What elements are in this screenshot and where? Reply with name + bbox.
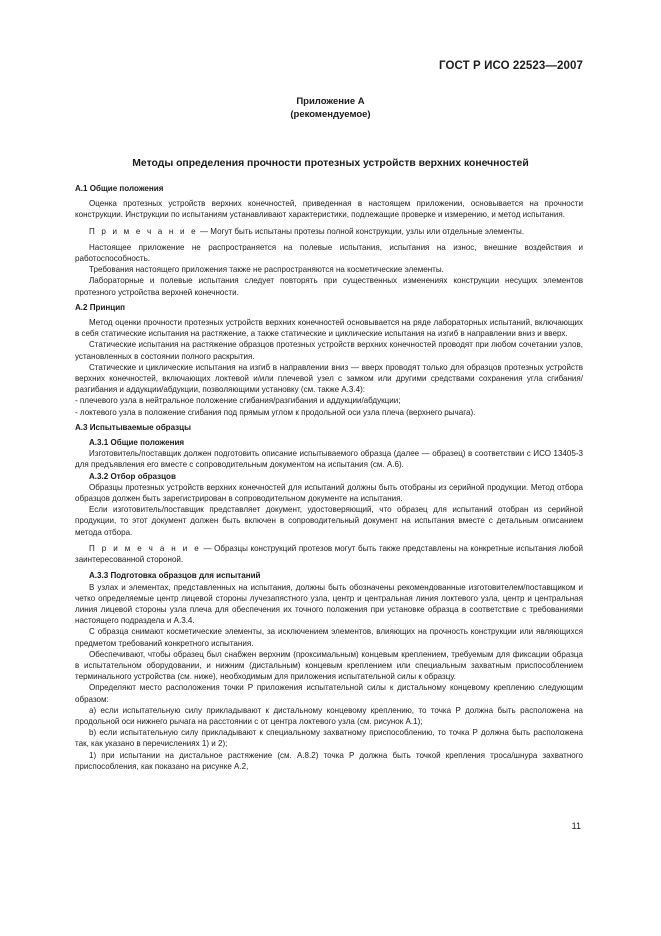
- list-item: - плечевого узла в нейтральное положение сгибания/разгибания и аддукции/абдукции;: [75, 396, 401, 406]
- paragraph: Требования настоящего приложения также не распространяются на косметические элементы.: [89, 265, 444, 275]
- list-item: b) если испытательную силу прикладывают к специальному захватному приспособлению, то точка P должна быть расположена так, как указано в перечислениях 1) и 2);: [75, 728, 583, 749]
- note: [75, 226, 583, 237]
- document-title: Методы определения прочности протезных устройств верхних конечностей: [132, 158, 529, 169]
- paragraph: Оценка протезных устройств верхних конечностей, приведенная в настоящем приложении, основывается на прочности конструкции. Инструкции по испытаниям устанавливают характеристики, подлежащие проверке и измерению, и метод испытания.: [75, 199, 583, 220]
- subsection-heading-a32: А.3.2 Отбор образцов: [89, 471, 176, 481]
- paragraph: Определяют место расположения точки P приложения испытательной силы к дистальному концевому креплению следующим образом:: [75, 683, 583, 704]
- paragraph: С образца снимают косметические элементы, за исключением элементов, влияющих на прочность конструкции или являющихся предметом требований конкретного испытания.: [75, 627, 583, 648]
- section-heading-a3: А.3 Испытываемые образцы: [75, 422, 191, 432]
- paragraph: Если изготовитель/поставщик представляет документ, удостоверяющий, что образец для испытаний отобран из серийной продукции, то этот документ должен быть включен в сопроводительный документ на испытания вместе с детальным описанием метода отбора.: [75, 505, 583, 537]
- standard-number: ГОСТ Р ИСО 22523—2007: [438, 60, 583, 72]
- note: [75, 543, 583, 565]
- paragraph: Образцы протезных устройств верхних конечностей для испытаний должны быть отобраны из серийной продукции. Метод отбора образцов должен быть зарегистрирован в сопроводительном документе на испытания.: [75, 482, 583, 504]
- annex-subtitle: (рекомендуемое): [290, 109, 371, 120]
- document-body: [75, 179, 583, 772]
- paragraph: Обеспечивают, чтобы образец был снабжен верхним (проксимальным) концевым креплением, требуемым для фиксации образца в испытательном оборудовании, и нижним (дистальным) концевым креплением или специальным захватным приспособлением терминального устройства (см. ниже), необходимым для приложения испытательной силы к образцу.: [75, 649, 583, 682]
- note-text: — Могут быть испытаны протезы полной конструкции, узлы или отдельные элементы.: [197, 226, 525, 236]
- annex-heading: [0, 95, 661, 121]
- page-number: 11: [571, 821, 581, 831]
- paragraph: Настоящее приложение не распространяется на полевые испытания, испытания на износ, внешние воздействия и работоспособность.: [75, 242, 583, 264]
- subsection-heading-a33: А.3.3 Подготовка образцов для испытаний: [89, 571, 261, 581]
- paragraph: Статические и циклические испытания на изгиб в направлении вниз — вверх проводят только для образцов протезных устройств верхних конечностей, включающих локтевой и/или плечевой узел с замком или другими средствами сохранения угла сгибания/разгибания и аддукции/абдукции, позволяющими установку (см. также А.3.4):: [75, 362, 583, 395]
- note-text: — Образцы конструкций протезов могут быть также представлены на конкретные испытания любой заинтересованной стороной.: [75, 543, 584, 565]
- paragraph: Метод оценки прочности протезных устройств верхних конечностей основывается на ряде лабораторных испытаний, включающих в себя статические испытания на растяжение, а также статические и циклические испытания на изгиб в направлении вниз и вверх.: [75, 318, 583, 339]
- section-heading-a2: А.2 Принцип: [75, 302, 126, 312]
- annex-title: Приложение А: [296, 96, 365, 107]
- list-item: 1) при испытании на дистальное растяжение (см. А.8.2) точка P должна быть точкой крепления троса/шнура захватного приспособления, как показано на рисунке А.2,: [75, 750, 583, 771]
- paragraph: Изготовитель/поставщик должен подготовить описание испытываемого образца (далее — образец) в соответствии с ИСО 13405-3 для предъявления его вместе с сопроводительным документом на испытания (см. А.6).: [75, 449, 583, 470]
- list-item: а) если испытательную силу прикладывают к дистальному концевому креплению, то точка P должна быть расположена на продольной оси нижнего рычага на расстоянии c от центра локтевого узла (см. рисунок А.1);: [75, 705, 583, 726]
- paragraph: Статические испытания на растяжение образцов протезных устройств верхних конечностей проводят при любом сочетании узлов, установленных в состоянии полного раскрытия.: [75, 340, 583, 361]
- paragraph: В узлах и элементах, представленных на испытания, должны быть обозначены рекомендованные изготовителем/поставщиком и четко определяемые центр лицевой стороны лучезапястного узла, центр и центральная линия локтевого узла, центр и центральная линия лицевой стороны узла плеча для обеспечения их точного положения при установке образца в соответствие с требованиями настоящего подраздела и А.3.4.: [75, 582, 583, 626]
- note-label: П р и м е ч а н и е: [89, 226, 198, 236]
- paragraph: Лабораторные и полевые испытания следует повторять при существенных изменениях конструкции несущих элементов протезного устройства верхней конечности.: [75, 276, 583, 297]
- list-item: - локтевого узла в положение сгибания под прямым углом к продольной оси узла плеча (верхнего рычага).: [75, 407, 476, 417]
- subsection-heading-a31: А.3.1 Общие положения: [89, 438, 185, 448]
- section-heading-a1: А.1 Общие положения: [75, 184, 164, 193]
- note-label: П р и м е ч а н и е: [89, 543, 201, 553]
